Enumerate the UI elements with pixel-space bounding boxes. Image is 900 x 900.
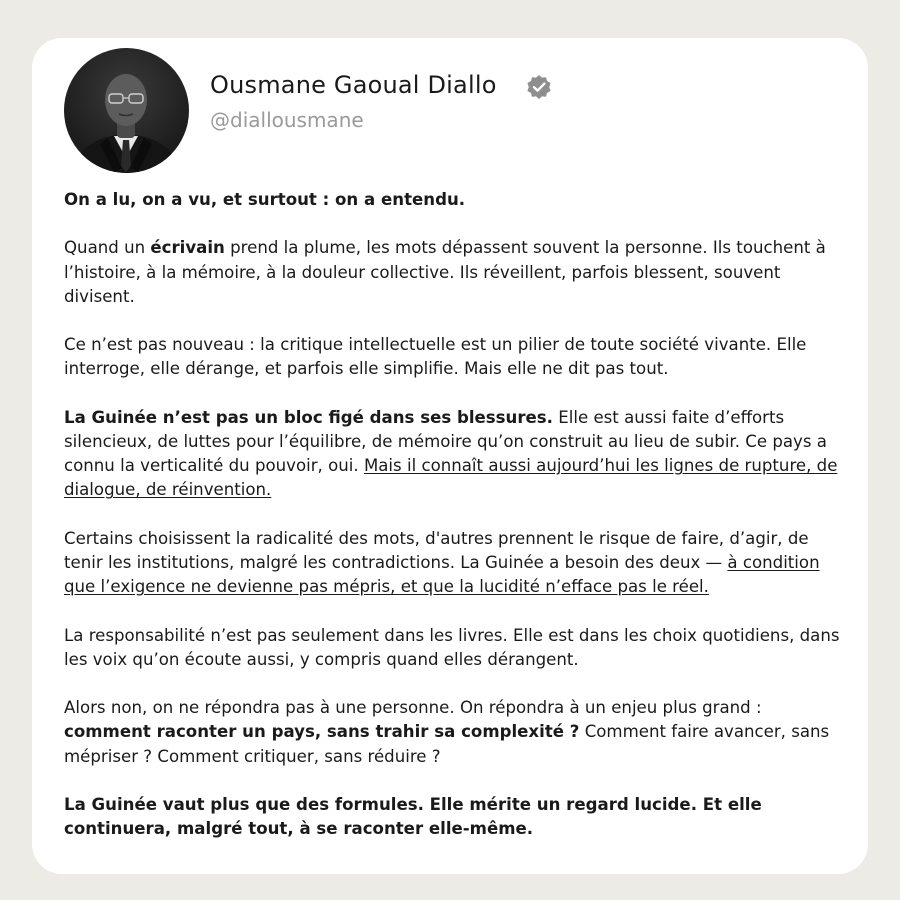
- paragraph-5: [64, 527, 850, 600]
- paragraph-2-part-c: prend la plume, les mots dépassent souvent la personne. Ils touchent à l’histoire, à la mémoire, à la douleur collective. Ils réveillent, parfois blessent, souvent divisent.: [64, 238, 826, 306]
- verified-badge-icon: [526, 74, 552, 100]
- paragraph-6-text: La responsabilité n’est pas seulement dans les livres. Elle est dans les choix quotidiens, dans les voix qu’on écoute aussi, y compris quand elles dérangent.: [64, 625, 840, 669]
- avatar-portrait-icon: [64, 48, 189, 173]
- post-card: [32, 38, 868, 874]
- paragraph-1-text: On a lu, on a vu, et surtout : on a entendu.: [64, 190, 466, 209]
- paragraph-4: [64, 406, 850, 503]
- paragraph-7-bold: comment raconter un pays, sans trahir sa complexité ?: [64, 722, 580, 742]
- profile-name[interactable]: Ousmane Gaoual Diallo: [210, 71, 497, 99]
- paragraph-2-bold: écrivain: [150, 238, 225, 258]
- paragraph-6: [64, 624, 850, 672]
- paragraph-1: [64, 188, 850, 212]
- paragraph-4-underlined: Mais il connaît aussi aujourd’hui les lignes de rupture, de dialogue, de réinvention.: [64, 456, 838, 500]
- profile-handle[interactable]: @diallousmane: [210, 108, 364, 132]
- paragraph-2-part-a: Quand un: [64, 238, 151, 258]
- paragraph-8: [64, 793, 850, 841]
- paragraph-7-part-c: Comment faire avancer, sans mépriser ? Comment critiquer, sans réduire ?: [64, 722, 830, 766]
- paragraph-4-bold: La Guinée n’est pas un bloc figé dans ses blessures.: [64, 407, 553, 427]
- paragraph-7: [64, 696, 850, 769]
- paragraph-2: [64, 236, 850, 309]
- paragraph-5-part-a: Certains choisissent la radicalité des mots, d'autres prennent le risque de faire, d’agir, de tenir les institutions, malgré les contradictions. La Guinée a besoin des deux —: [64, 528, 809, 572]
- paragraph-8-text: La Guinée vaut plus que des formules. Elle mérite un regard lucide. Et elle continuera, malgré tout, à se raconter elle-même.: [64, 794, 762, 839]
- paragraph-7-part-a: Alors non, on ne répondra pas à une personne. On répondra à un enjeu plus grand :: [64, 698, 762, 718]
- paragraph-5-underlined: à condition que l’exigence ne devienne pas mépris, et que la lucidité n’efface pas le réel.: [64, 552, 820, 597]
- paragraph-3: [64, 333, 850, 381]
- post-body: [64, 188, 850, 841]
- paragraph-3-text: Ce n’est pas nouveau : la critique intellectuelle est un pilier de toute société vivante. Elle interroge, elle dérange, et parfois elle simplifie. Mais elle ne dit pas tout.: [64, 335, 807, 379]
- avatar[interactable]: [64, 48, 189, 173]
- paragraph-4-part-b: Elle est aussi faite d’efforts silencieux, de luttes pour l’équilibre, de mémoire qu’on construit au lieu de subir. Ce pays a connu la verticalité du pouvoir, oui.: [64, 407, 827, 476]
